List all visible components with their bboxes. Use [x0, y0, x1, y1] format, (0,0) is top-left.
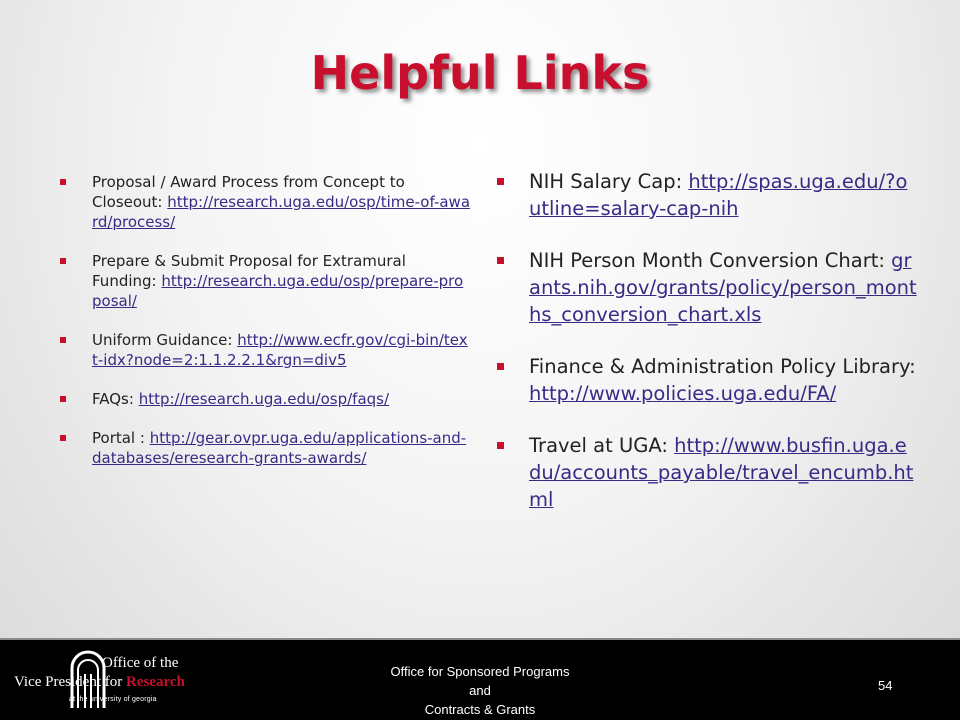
- ovpr-logo: [14, 650, 185, 712]
- square-bullet-icon: [497, 442, 504, 449]
- slide-title: Helpful Links: [310, 46, 650, 100]
- item-label: Proposal / Award Process from Concept to Closeout:: [92, 173, 405, 211]
- prepare-proposal-link[interactable]: http://research.uga.edu/osp/prepare-proposal/: [92, 272, 464, 310]
- uniform-guidance-link[interactable]: http://www.ecfr.gov/cgi-bin/text-idx?node=2:1.1.2.2.1&rgn=div5: [92, 331, 468, 369]
- square-bullet-icon: [60, 337, 66, 343]
- travel-link[interactable]: http://www.busfin.uga.edu/accounts_payable/travel_encumb.html: [529, 434, 914, 511]
- logo-text-uga: at the university of georgia: [69, 696, 157, 703]
- logo-text-vp-a: Vice President for: [14, 674, 126, 690]
- list-item: [497, 168, 917, 222]
- list-item: [497, 353, 917, 407]
- list-item: [60, 389, 470, 409]
- office-line-1: Office for Sponsored Programs: [390, 664, 570, 679]
- right-link-list: [497, 168, 917, 538]
- item-label: NIH Person Month Conversion Chart:: [529, 249, 892, 272]
- list-item: [60, 428, 470, 468]
- square-bullet-icon: [60, 396, 66, 402]
- list-item: [60, 172, 470, 232]
- portal-link[interactable]: http://gear.ovpr.uga.edu/applications-and-databases/eresearch-grants-awards/: [92, 429, 467, 467]
- office-line-3: Contracts & Grants: [424, 702, 536, 717]
- office-name: [330, 662, 630, 719]
- office-line-2: and: [469, 683, 491, 698]
- square-bullet-icon: [60, 435, 66, 441]
- item-label: Uniform Guidance:: [92, 331, 238, 349]
- square-bullet-icon: [60, 258, 66, 264]
- page-number: 54: [878, 678, 893, 693]
- item-label: NIH Salary Cap:: [529, 170, 689, 193]
- policy-library-link[interactable]: http://www.policies.uga.edu/FA/: [529, 382, 837, 405]
- footer-bar: [0, 638, 960, 720]
- logo-text-research: Research: [125, 674, 185, 690]
- item-label: Travel at UGA:: [529, 434, 675, 457]
- nih-salary-cap-link[interactable]: http://spas.uga.edu/?outline=salary-cap-nih: [529, 170, 908, 220]
- left-link-list: [60, 172, 470, 487]
- list-item: [60, 330, 470, 370]
- list-item: [60, 251, 470, 311]
- time-of-award-link[interactable]: http://research.uga.edu/osp/time-of-award/process/: [92, 193, 471, 231]
- item-label: Prepare & Submit Proposal for Extramural Funding:: [92, 252, 406, 290]
- item-label: Portal :: [92, 429, 150, 447]
- square-bullet-icon: [60, 179, 66, 185]
- item-label: FAQs:: [92, 390, 139, 408]
- square-bullet-icon: [497, 363, 504, 370]
- item-label: Finance & Administration Policy Library:: [529, 355, 916, 378]
- faqs-link[interactable]: http://research.uga.edu/osp/faqs/: [138, 390, 390, 408]
- square-bullet-icon: [497, 257, 504, 264]
- square-bullet-icon: [497, 178, 504, 185]
- logo-text-vp: [14, 674, 185, 691]
- logo-text-office: Office of the: [102, 655, 179, 671]
- list-item: [497, 247, 917, 328]
- nih-conversion-chart-link[interactable]: grants.nih.gov/grants/policy/person_months_conversion_chart.xls: [529, 249, 917, 326]
- list-item: [497, 432, 917, 513]
